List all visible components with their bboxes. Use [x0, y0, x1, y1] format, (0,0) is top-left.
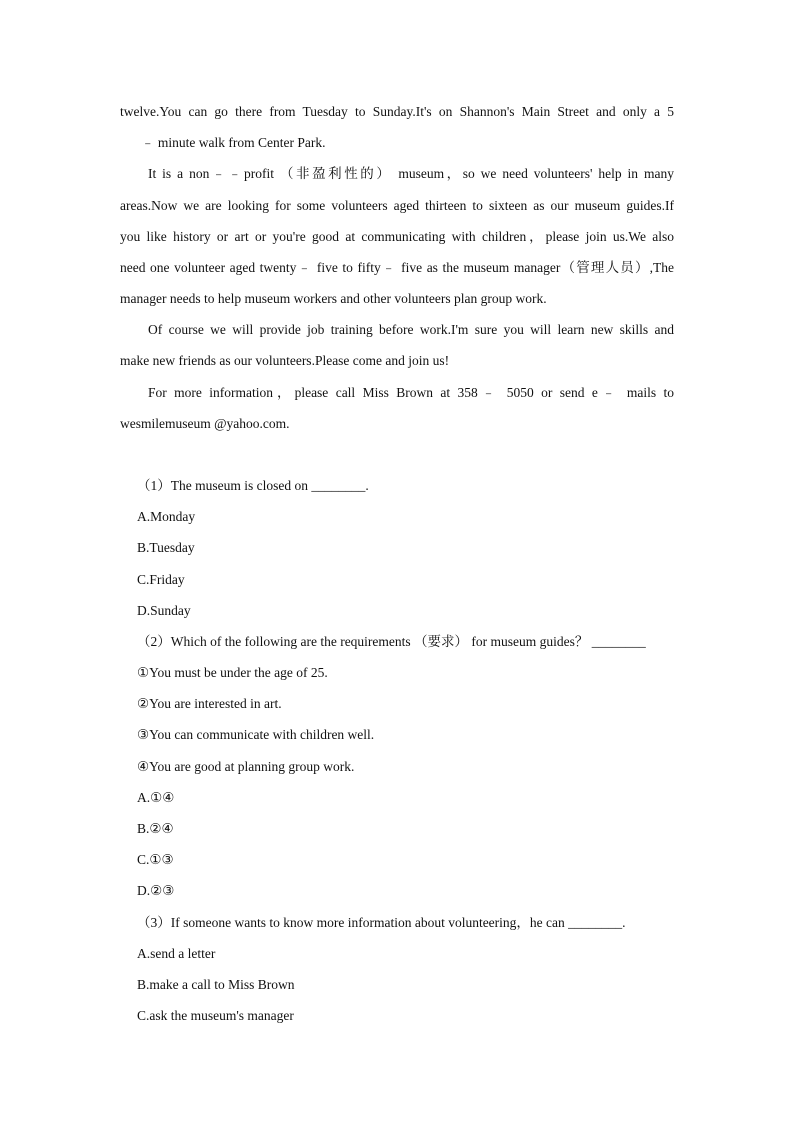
answer-option: A.Monday [137, 509, 196, 524]
answer-option: D.Sunday [137, 603, 191, 618]
passage-line: For more information，please call Miss Brown at 358﹣ 5050 or send e﹣ mails to [148, 385, 674, 400]
answer-option: B.make a call to Miss Brown [137, 977, 295, 992]
answer-option: B.②④ [137, 821, 174, 836]
passage-line: need one volunteer aged twenty﹣ five to fifty﹣ five as the museum manager（管理人员）,The [120, 260, 674, 275]
statement: ③You can communicate with children well. [137, 727, 375, 742]
passage-line: you like history or art or you're good at communicating with children，please join us.We also [120, 229, 674, 244]
passage-line: areas.Now we are looking for some volunteers aged thirteen to sixteen as our museum guides.If [120, 198, 674, 213]
statement: ①You must be under the age of 25. [137, 665, 328, 680]
passage-line: make new friends as our volunteers.Please come and join us! [120, 353, 450, 368]
answer-option: C.ask the museum's manager [137, 1008, 294, 1023]
passage-line: Of course we will provide job training before work.I'm sure you will learn new skills and [148, 322, 674, 337]
answer-option: B.Tuesday [137, 540, 195, 555]
answer-option: C.Friday [137, 572, 185, 587]
question-stem: （2）Which of the following are the requirements （要求） for museum guides？ ________ [137, 634, 646, 649]
passage-line: ﹣ minute walk from Center Park. [141, 135, 326, 150]
statement: ④You are good at planning group work. [137, 759, 355, 774]
question-stem: （1）The museum is closed on ________. [137, 478, 369, 493]
passage-line: manager needs to help museum workers and other volunteers plan group work. [120, 291, 547, 306]
passage-line: twelve.You can go there from Tuesday to Sunday.It's on Shannon's Main Street and only a 5 [120, 104, 674, 119]
answer-option: D.②③ [137, 883, 175, 898]
answer-option: A.①④ [137, 790, 175, 805]
statement: ②You are interested in art. [137, 696, 282, 711]
passage-line: wesmilemuseum @yahoo.com. [120, 416, 290, 431]
passage-line: It is a non﹣﹣profit （非盈利性的） museum，so we need volunteers' help in many [148, 166, 674, 181]
answer-option: C.①③ [137, 852, 174, 867]
answer-option: A.send a letter [137, 946, 216, 961]
question-stem: （3）If someone wants to know more information about volunteering，he can ________. [137, 915, 626, 930]
